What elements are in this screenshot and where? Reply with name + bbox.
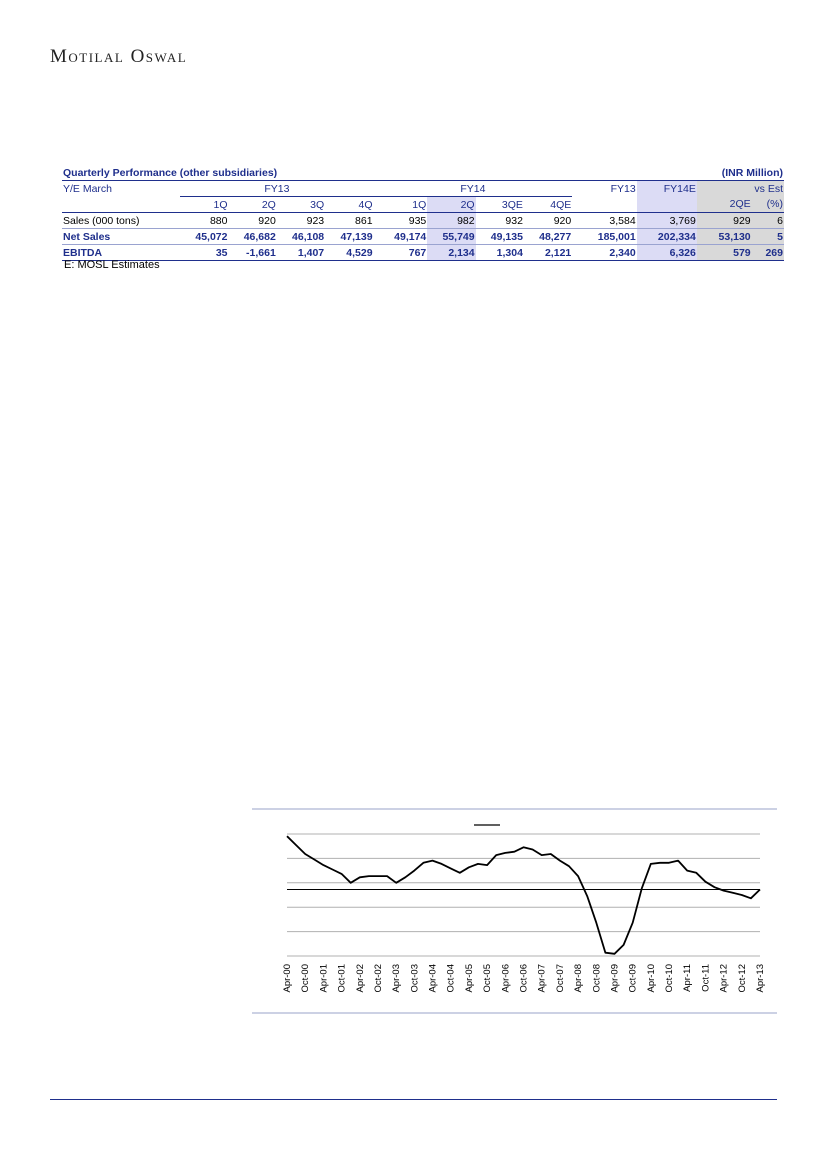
x-tick-label: Oct-10 [664, 964, 676, 993]
cell: 46,682 [243, 230, 276, 243]
cell: 579 [697, 245, 752, 261]
x-tick-label: Apr-13 [755, 964, 766, 993]
fy13-full-header: FY13 [610, 182, 636, 195]
table-row [62, 245, 784, 261]
cell: 49,135 [490, 230, 523, 243]
q-header: 1Q [213, 198, 228, 211]
cell: 1,407 [297, 246, 325, 259]
row-header: Y/E March [63, 182, 113, 195]
cell: 185,001 [597, 230, 636, 243]
x-tick-label: Apr-05 [463, 964, 475, 993]
cell: 767 [408, 246, 427, 259]
row-label: EBITDA [63, 246, 103, 259]
cell: 2,340 [609, 246, 636, 259]
cell: 932 [505, 214, 523, 227]
x-tick-label: Oct-09 [627, 964, 639, 993]
cell: 923 [306, 214, 325, 227]
cell: 47,139 [340, 230, 373, 243]
cell: 982 [427, 213, 475, 229]
x-tick-label: Oct-04 [445, 964, 457, 993]
series-line [287, 836, 760, 954]
cell: 6 [752, 213, 784, 229]
x-tick-label: Oct-11 [700, 964, 712, 992]
cell: 35 [215, 246, 228, 259]
cell: 55,749 [427, 229, 475, 245]
q2e-header: 2QE [697, 197, 752, 213]
x-tick-label: Oct-01 [336, 964, 348, 993]
cell: 3,769 [637, 213, 697, 229]
quarterly-performance-table [62, 165, 784, 261]
x-tick-label: Apr-01 [318, 964, 330, 993]
cell: 2,121 [544, 246, 572, 259]
x-tick-labels [282, 964, 766, 993]
cell: 861 [355, 214, 373, 227]
cell: 1,304 [496, 246, 523, 259]
fy14-header: FY14 [374, 181, 573, 197]
row-label: Net Sales [63, 230, 111, 243]
chart-grid [287, 834, 760, 956]
x-tick-label: Apr-09 [609, 964, 621, 993]
cell: 2,134 [427, 245, 475, 261]
x-tick-label: Oct-05 [482, 964, 494, 993]
cell: 45,072 [195, 230, 228, 243]
chart-series [287, 836, 760, 954]
cell: 53,130 [697, 229, 752, 245]
x-tick-label: Oct-02 [372, 964, 384, 993]
cell: 935 [408, 214, 427, 227]
x-tick-label: Apr-00 [282, 964, 293, 993]
cell: 3,584 [609, 214, 636, 227]
q-header: 2Q [427, 197, 475, 213]
q-header: 3QE [501, 198, 523, 211]
estimates-note: E: MOSL Estimates [64, 259, 160, 271]
x-tick-label: Apr-04 [427, 964, 439, 993]
cell: 6,326 [637, 245, 697, 261]
cell: 269 [752, 245, 784, 261]
q-header: 2Q [261, 198, 276, 211]
cell: 49,174 [394, 230, 427, 243]
row-label: Sales (000 tons) [63, 214, 140, 227]
cell: 4,529 [346, 246, 373, 259]
footer-rule [50, 1099, 777, 1100]
x-tick-label: Oct-06 [518, 964, 530, 993]
x-tick-label: Oct-07 [554, 964, 566, 993]
table-row [62, 229, 784, 245]
cell: 5 [752, 229, 784, 245]
x-tick-label: Apr-06 [500, 964, 512, 993]
fy14e-header: FY14E [637, 181, 697, 197]
x-tick-label: Oct-00 [300, 964, 312, 993]
x-tick-label: Oct-12 [736, 964, 748, 993]
vs-est-header: vs Est [697, 181, 784, 197]
q-header: 3Q [310, 198, 325, 211]
x-tick-label: Oct-03 [409, 964, 421, 993]
cell: 929 [697, 213, 752, 229]
chart-svg [252, 808, 777, 1014]
pct-header: (%) [752, 197, 784, 213]
cell: 46,108 [292, 230, 325, 243]
x-tick-label: Apr-12 [718, 964, 730, 993]
cell: 48,277 [539, 230, 572, 243]
x-tick-label: Apr-10 [645, 964, 657, 993]
table-row [62, 213, 784, 229]
table-title: Quarterly Performance (other subsidiaries) [63, 166, 278, 179]
brand-logo: Motilal Oswal [50, 46, 188, 67]
x-tick-label: Apr-08 [573, 964, 585, 993]
cell: 920 [553, 214, 572, 227]
x-tick-label: Apr-07 [536, 964, 548, 993]
q-header: 1Q [412, 198, 427, 211]
x-tick-label: Apr-03 [391, 964, 403, 993]
x-tick-label: Oct-08 [591, 964, 603, 993]
fy13-header: FY13 [180, 181, 373, 197]
cell: 920 [258, 214, 276, 227]
q-header: 4Q [358, 198, 373, 211]
table-unit: (INR Million) [721, 166, 783, 179]
cell: 880 [209, 214, 228, 227]
x-tick-label: Apr-02 [354, 964, 366, 993]
cell: 202,334 [637, 229, 697, 245]
q-header: 4QE [550, 198, 572, 211]
x-tick-label: Apr-11 [682, 964, 694, 992]
cell: -1,661 [246, 246, 276, 259]
line-chart [252, 808, 777, 1014]
